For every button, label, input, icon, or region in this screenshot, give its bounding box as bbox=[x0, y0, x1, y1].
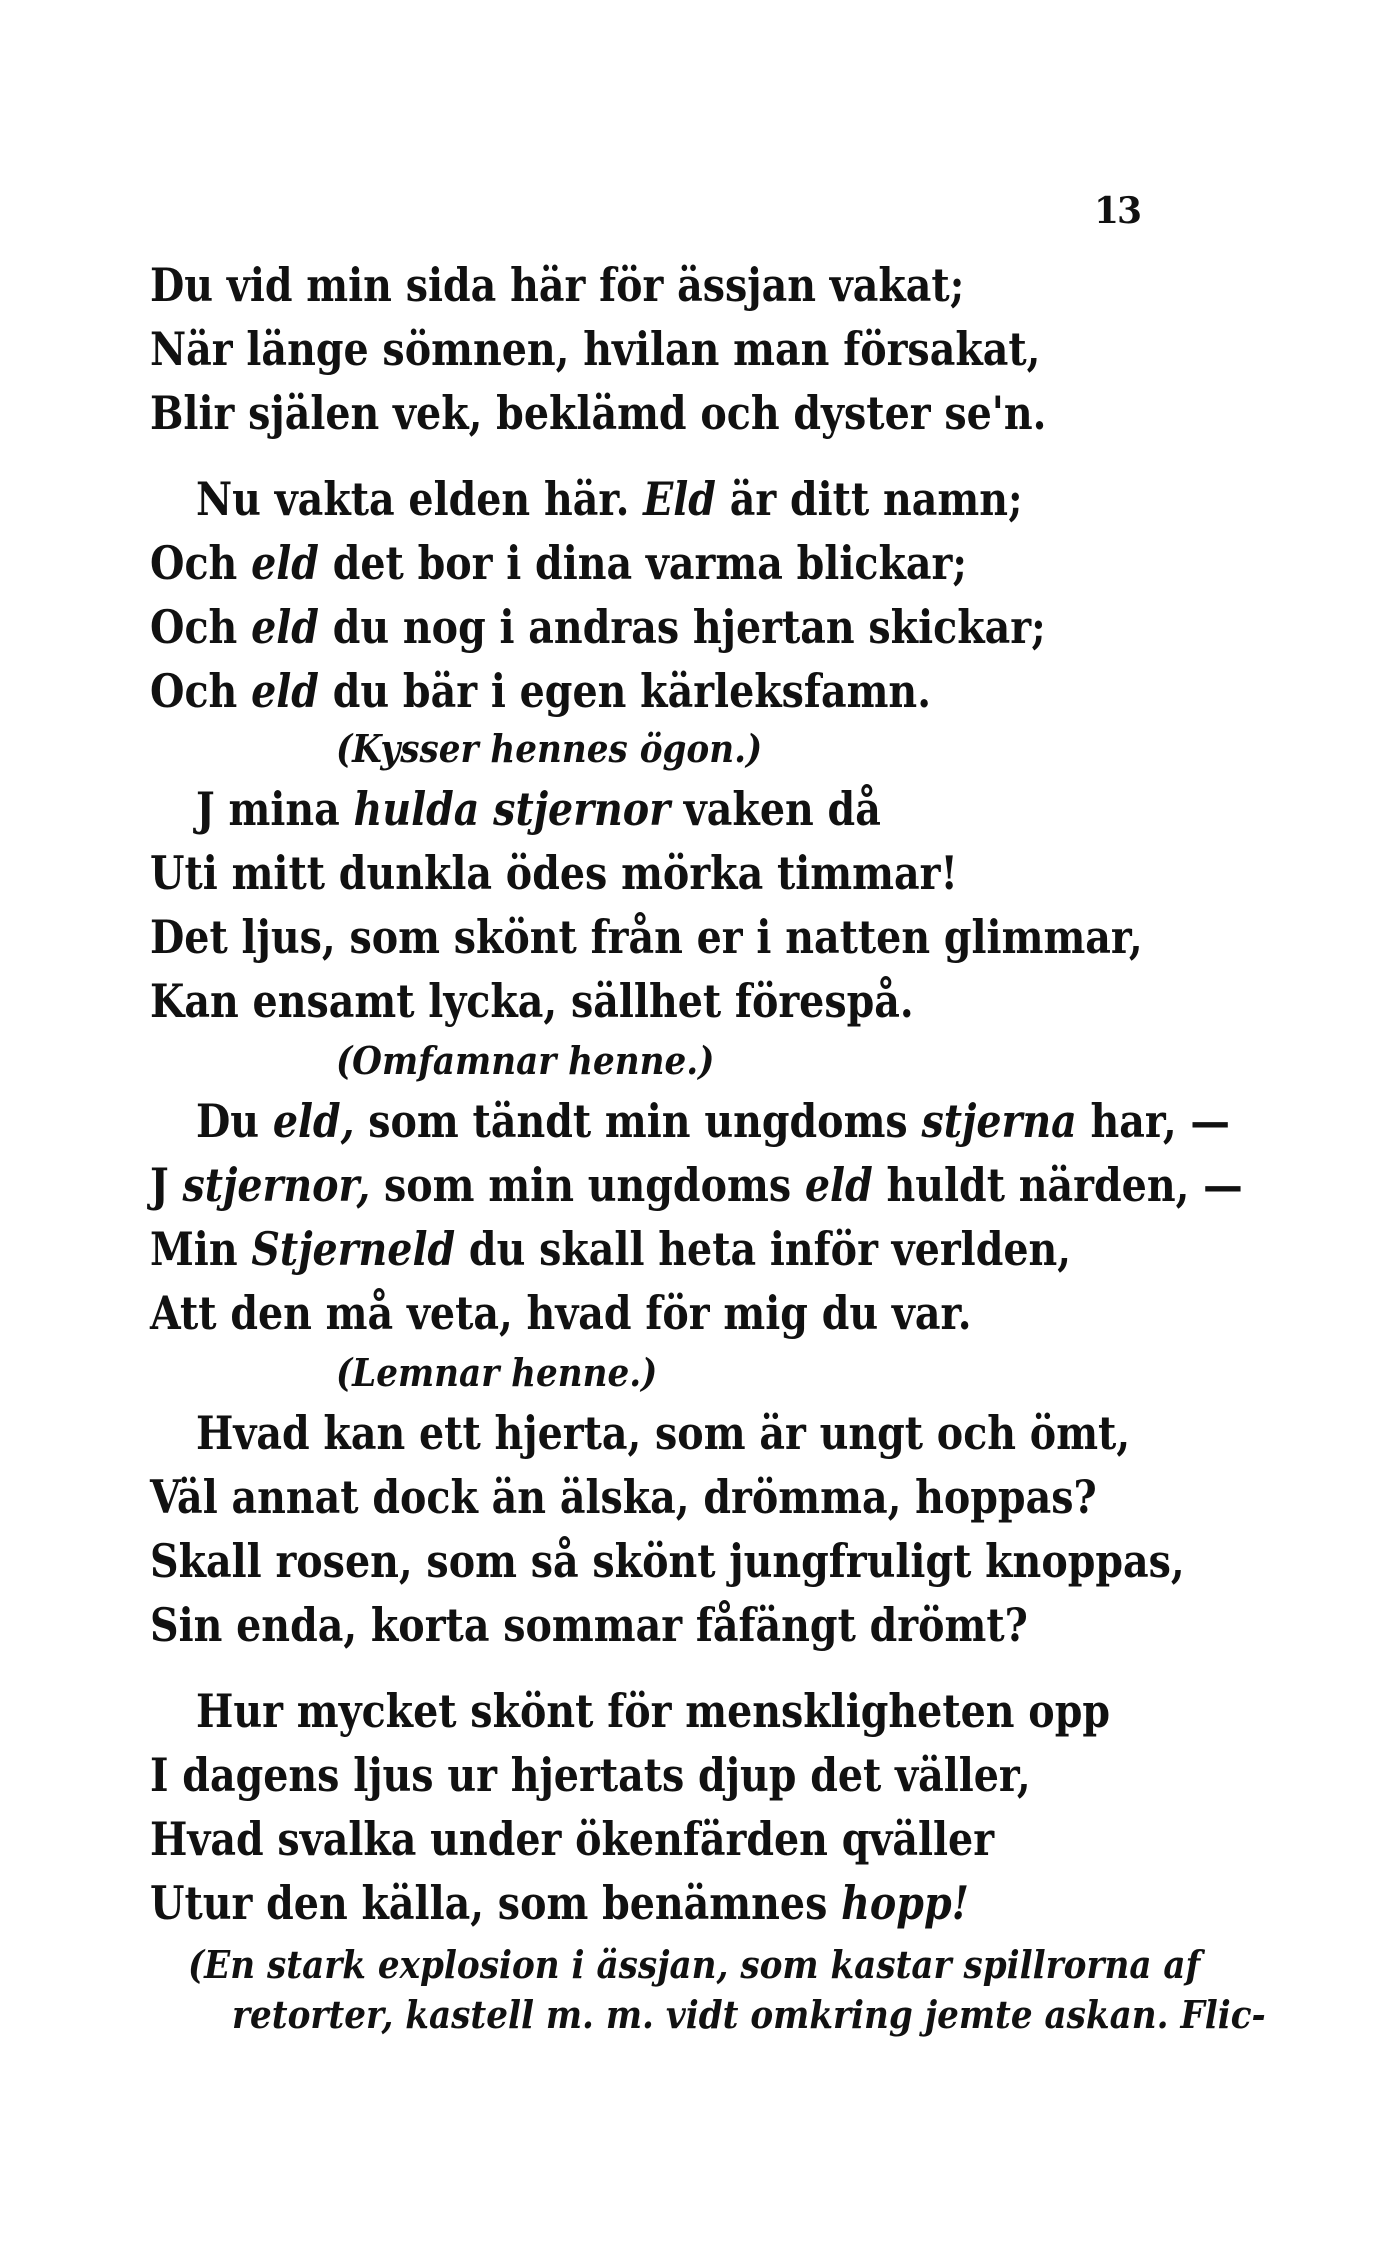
verse-line: Uti mitt dunkla ödes mörka timmar! bbox=[150, 846, 958, 900]
verse-line: Skall rosen, som så skönt jungfruligt knoppas, bbox=[150, 1534, 1185, 1588]
verse-line: J stjernor, som min ungdoms eld huldt närden, — bbox=[150, 1158, 1243, 1212]
verse-line: Kan ensamt lycka, sällhet förespå. bbox=[150, 974, 914, 1028]
verse-line: Du eld, som tändt min ungdoms stjerna har, — bbox=[196, 1094, 1230, 1148]
stage-direction: (Kysser hennes ögon.) bbox=[336, 726, 763, 771]
verse-line: Blir själen vek, beklämd och dyster se'n. bbox=[150, 386, 1047, 440]
stage-direction: retorter, kastell m. m. vidt omkring jemte askan. Flic- bbox=[232, 1992, 1266, 2037]
verse-line: Hvad svalka under ökenfärden qväller bbox=[150, 1812, 995, 1866]
stage-direction: (Lemnar henne.) bbox=[336, 1350, 658, 1395]
verse-line: I dagens ljus ur hjertats djup det väller, bbox=[150, 1748, 1031, 1802]
page-number: 13 bbox=[1094, 190, 1141, 232]
verse-line: Och eld du nog i andras hjertan skickar; bbox=[150, 600, 1046, 654]
verse-line: Sin enda, korta sommar fåfängt drömt? bbox=[150, 1598, 1028, 1652]
verse-line: Utur den källa, som benämnes hopp! bbox=[150, 1876, 969, 1930]
verse-line: Väl annat dock än älska, drömma, hoppas? bbox=[150, 1470, 1097, 1524]
verse-line: Och eld du bär i egen kärleksfamn. bbox=[150, 664, 931, 718]
stage-direction: (En stark explosion i ässjan, som kastar spillrorna af bbox=[188, 1942, 1201, 1987]
verse-line: Nu vakta elden här. Eld är ditt namn; bbox=[196, 472, 1023, 526]
verse-line: Det ljus, som skönt från er i natten glimmar, bbox=[150, 910, 1143, 964]
verse-line: Att den må veta, hvad för mig du var. bbox=[150, 1286, 972, 1340]
verse-line: Och eld det bor i dina varma blickar; bbox=[150, 536, 967, 590]
verse-line: J mina hulda stjernor vaken då bbox=[196, 782, 881, 836]
verse-line: När länge sömnen, hvilan man försakat, bbox=[150, 322, 1041, 376]
verse-line: Du vid min sida här för ässjan vakat; bbox=[150, 258, 965, 312]
verse-line: Hur mycket skönt för menskligheten opp bbox=[196, 1684, 1111, 1738]
stage-direction: (Omfamnar henne.) bbox=[336, 1038, 715, 1083]
verse-line: Min Stjerneld du skall heta inför verlden, bbox=[150, 1222, 1072, 1276]
verse-line: Hvad kan ett hjerta, som är ungt och ömt, bbox=[196, 1406, 1131, 1460]
